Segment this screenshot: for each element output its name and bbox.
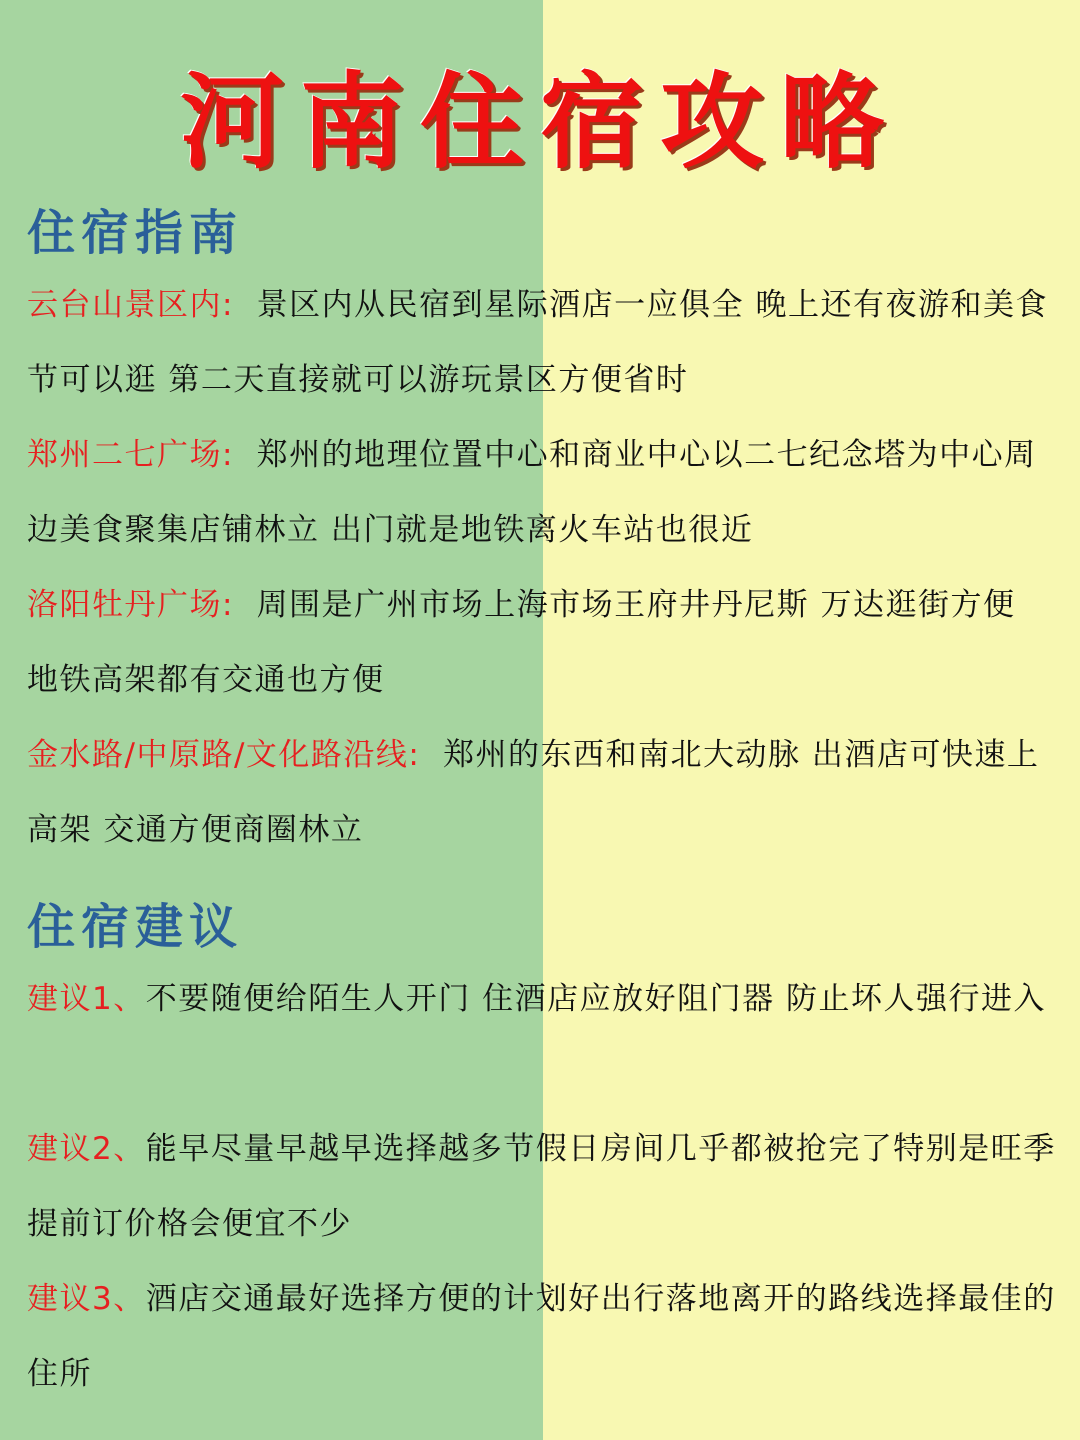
guide-item-text: 周围是广州市场上海市场王府井丹尼斯 万达逛街方便 地铁高架都有交通也方便 [27,587,1016,698]
advice-item [27,962,1057,1037]
guide-item [27,568,1057,718]
guide-item-text: 郑州的东西和南北大动脉 出酒店可快速上高架 交通方便商圈林立 [27,737,1040,848]
guide-item-label: 云台山景区内: [27,287,234,323]
guide-item-label: 郑州二七广场: [27,437,234,473]
guide-item-label: 金水路/中原路/文化路沿线: [27,737,421,773]
page-title: 河南住宿攻略 [179,61,900,183]
advice-item [27,1112,1057,1262]
advice-item [27,1262,1057,1412]
guide-item [27,718,1057,868]
guide-item-text: 景区内从民宿到星际酒店一应俱全 晚上还有夜游和美食节可以逛 第二天直接就可以游玩景区方便省时 [27,287,1049,398]
guide-item-label: 洛阳牡丹广场: [27,587,234,623]
advice-item-label: 建议1、 [27,981,146,1017]
section-heading-advice: 住宿建议 [27,899,244,955]
section-heading-guide: 住宿指南 [27,205,244,261]
advice-item-text: 不要随便给陌生人开门 住酒店应放好阻门器 防止坏人强行进入 [145,981,1046,1017]
advice-item-label: 建议2、 [27,1131,146,1167]
advice-item-text: 酒店交通最好选择方便的计划好出行落地离开的路线选择最佳的住所 [27,1281,1056,1392]
guide-item [27,268,1057,418]
advice-item-text: 能早尽量早越早选择越多节假日房间几乎都被抢完了特别是旺季提前订价格会便宜不少 [27,1131,1056,1242]
guide-item-text: 郑州的地理位置中心和商业中心以二七纪念塔为中心周边美食聚集店铺林立 出门就是地铁离火车站也很近 [27,437,1037,548]
guide-item [27,418,1057,568]
advice-item-label: 建议3、 [27,1281,146,1317]
